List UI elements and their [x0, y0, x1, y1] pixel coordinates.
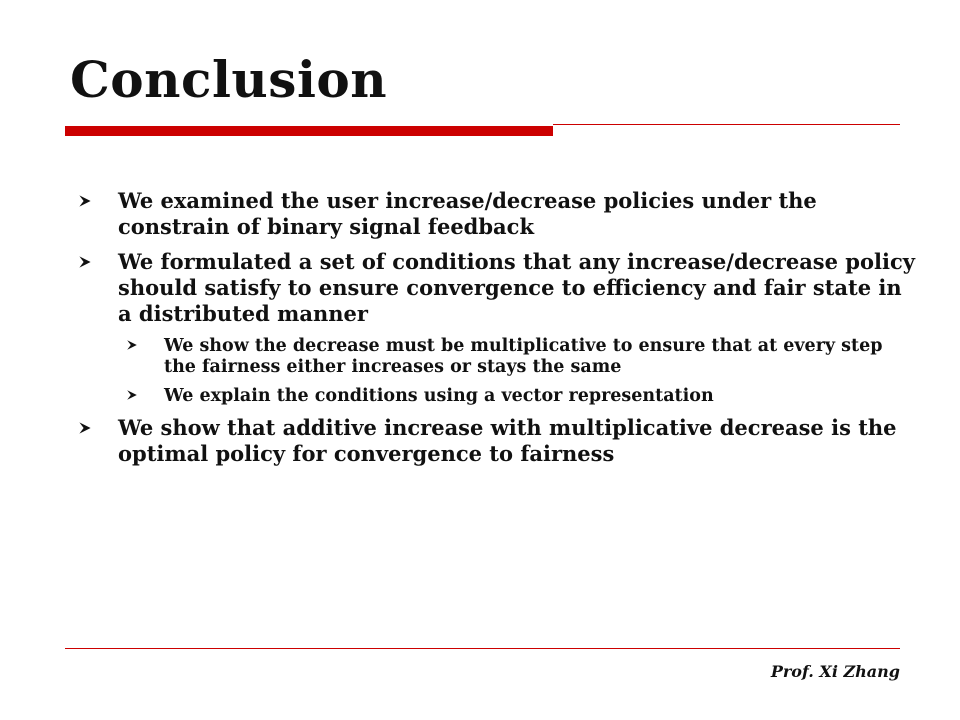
sub-bullet-text: We explain the conditions using a vector representation: [164, 386, 714, 406]
bullet-text: We show that additive increase with multiplicative decrease is the optimal policy for convergence to fairness: [118, 415, 897, 466]
bullet-item: [78, 188, 918, 240]
arrowhead-bullet-icon: [78, 194, 92, 208]
footer-rule: [65, 648, 900, 649]
arrowhead-bullet-icon: [78, 255, 92, 269]
arrowhead-bullet-icon: [126, 339, 138, 351]
sub-bullet-item: [126, 386, 918, 407]
bullet-list: [78, 188, 918, 476]
bullet-item: [78, 249, 918, 327]
bullet-item: [78, 415, 918, 467]
sub-bullet-item: [126, 336, 918, 378]
arrowhead-bullet-icon: [78, 421, 92, 435]
footer-author: Prof. Xi Zhang: [770, 662, 900, 681]
title-underline-thin: [553, 124, 900, 125]
sub-bullet-text: We show the decrease must be multiplicative to ensure that at every step the fairness either increases or stays the same: [164, 336, 883, 377]
slide-title: Conclusion: [70, 50, 388, 109]
arrowhead-bullet-icon: [126, 389, 138, 401]
bullet-text: We examined the user increase/decrease policies under the constrain of binary signal feedback: [118, 188, 817, 239]
bullet-text: We formulated a set of conditions that any increase/decrease policy should satisfy to ensure convergence to efficiency and fair state in a distributed manner: [118, 249, 915, 326]
title-underline-thick: [65, 126, 553, 136]
